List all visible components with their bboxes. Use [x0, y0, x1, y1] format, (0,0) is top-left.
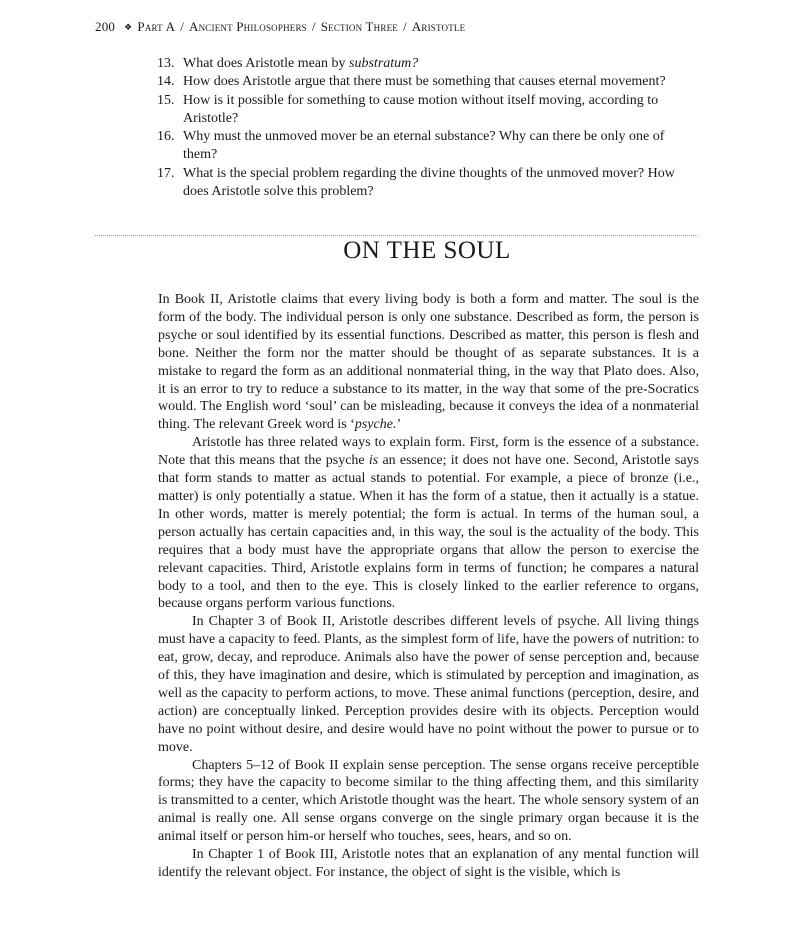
running-head-book: Ancient Philosophers: [189, 19, 307, 34]
study-questions-list: [157, 55, 702, 201]
paragraph: Aristotle has three related ways to explain form. First, form is the essence of a substance. Note that this means that the psyche is an essence; it does not have one. Second, Aristotle says that form stands to matter as actual stands to potential. For example, a piece of bronze (i.e., matter) is only potentially a statue. When it has the form of a statue, then it actually is a statue. In other words, matter is merely potential; the form is actual. In terms of the human soul, a person actually has certain capacities and, in this way, the soul is the actuality of the body. This requires that a body must have the appropriate organs that allow the person to exercise the relevant capacities. Third, Aristotle explains form in terms of function; he compares a natural body to a tool, and then to the eye. This is closely linked to the earlier reference to organs, because organs perform various functions.: [158, 435, 699, 612]
body-text: [158, 291, 699, 882]
question-item: 16. Why must the unmoved mover be an eternal substance? Why can there be only one of them?: [157, 129, 665, 163]
diamond-ornament-icon: ❖: [124, 22, 133, 32]
page-number: 200: [95, 19, 116, 34]
running-head-section: Section Three: [320, 19, 398, 34]
question-item: 13. What does Aristotle mean by substratum?: [157, 56, 419, 71]
paragraph: In Chapter 1 of Book III, Aristotle notes that an explanation of any mental function will identify the relevant object. For instance, the object of sight is the visible, which is: [158, 847, 699, 880]
section-title: ON THE SOUL: [343, 237, 511, 264]
paragraph: Chapters 5–12 of Book II explain sense perception. The sense organs receive perceptible forms; they have the capacity to become similar to the thing affecting them, and this similarity is transmitted to a center, which Aristotle thought was the heart. The whole sensory system of an animal is really one. All sense organs converge on the single primary organ because it is the animal itself or person him-or herself who touches, sees, hears, and so on.: [158, 757, 699, 845]
question-item: 14. How does Aristotle argue that there must be something that causes eternal movement?: [157, 74, 666, 90]
paragraph: In Chapter 3 of Book II, Aristotle describes different levels of psyche. All living things must have a capacity to feed. Plants, as the simplest form of life, have the powers of nutrition: to eat, grow, decay, and reproduce. Animals also have the power of sense perception and, because of this, they have imagination and desire, which is stimulated by perception and imagination, as well as the capacity to perform actions, to move. These animal functions (perception, desire, and action) are conceptually linked. Perception provides desire with its objects. Perception would have no point without desire, and desire would have no point without the power to pursue or to move.: [158, 614, 699, 755]
paragraph: In Book II, Aristotle claims that every living body is both a form and matter. The soul is the form of the body. The individual person is only one substance. Described as form, the person is psyche or soul identified by its essential functions. Described as matter, this person is flesh and bone. Neither the form nor the matter should be thought of as separate substances. It is a mistake to regard the form as an additional nonmaterial thing, in the way that Plato does. Also, it is an error to try to reduce a substance to its matter, in the way that some of the pre-Socratics would. The English word ‘soul’ can be misleading, because it conveys the idea of a nonmaterial thing. The relevant Greek word is ‘psyche.’: [158, 292, 699, 433]
running-head: 200 ❖ Part A / Ancient Philosophers / Section Three / Aristotle: [95, 19, 466, 34]
running-head-chapter: Aristotle: [411, 19, 466, 34]
running-head-part: Part A: [137, 19, 176, 34]
question-item: 17. What is the special problem regarding the divine thoughts of the unmoved mover? How does Aristotle solve this problem?: [157, 165, 675, 200]
question-item: 15. How is it possible for something to cause motion without itself moving, according to Aristotle?: [157, 92, 659, 126]
section-divider: [95, 235, 698, 236]
